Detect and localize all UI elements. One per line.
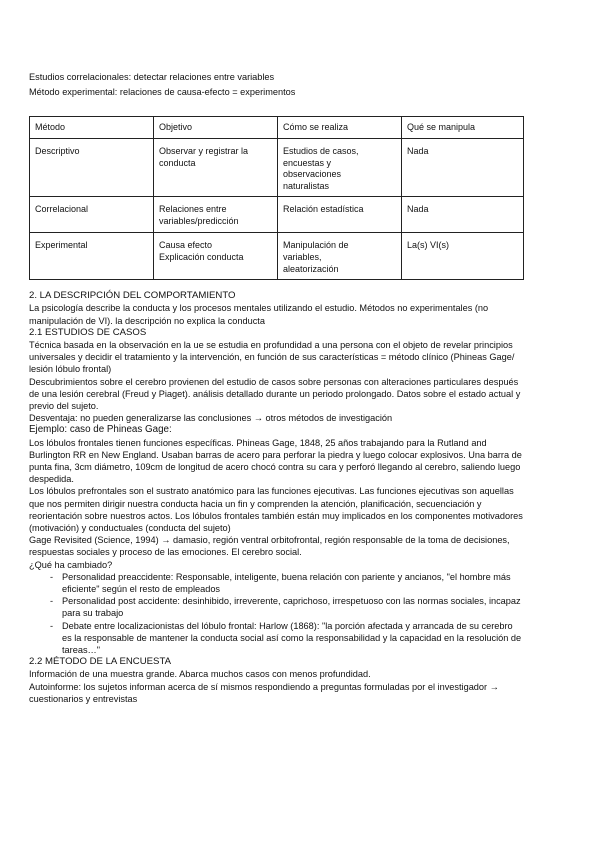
text-line: Gage Revisited (Science, 1994) → damasio, región ventral orbitofrontal, región responsable de la toma de decisiones, [29, 535, 510, 546]
section-2-2-heading: 2.2 MÉTODO DE LA ENCUESTA [29, 656, 171, 668]
cell-line: encuestas y [283, 157, 332, 168]
text-line: Descubrimientos sobre el cerebro provienen del estudio de casos sobre personas con alteraciones particulares después [29, 376, 519, 387]
cell-line: Estudios de casos, [283, 146, 359, 156]
header-metodo: Método [30, 117, 154, 139]
text-line: Burlington RR en New England. Usaban barras de acero para perforar la piedra y luego colocar explosivos. Una barra de [29, 449, 522, 460]
cell-metodo: Correlacional [30, 197, 154, 233]
cell-line: Observar y registrar la [159, 146, 249, 156]
header-objetivo: Objetivo [154, 117, 278, 139]
text-line: manipulación de VI). la descripción no explica la conducta [29, 315, 265, 326]
dash-bullet: - [50, 596, 54, 607]
text-line: respuestas sociales y proceso de las emociones. El cerebro social. [29, 547, 302, 558]
text-line: Autoinforme: los sujetos informan acerca de sí mismos respondiendo a preguntas formuladas por el investigador → [29, 681, 499, 692]
cell-objetivo [154, 139, 278, 197]
text-line: Técnica basada en la observación en la ue se estudia en profundidad a una persona con el objeto de revelar principios [29, 339, 513, 350]
cell-line: Relaciones entre [159, 204, 227, 215]
cell-line: Causa efecto [159, 240, 213, 251]
cell-como [278, 197, 402, 233]
cell-line: aleatorización [283, 263, 339, 274]
intro-line-correlational: Estudios correlacionales: detectar relaciones entre variables [29, 72, 275, 82]
table-header-row [30, 117, 524, 139]
list-item [29, 571, 572, 595]
cell-como [278, 139, 402, 197]
list-item-line: Debate entre localizacionistas del lóbulo frontal: Harlow (1868): "la porción afectada y arrancada de su cerebro [62, 620, 513, 631]
text-line: universales y decidir el tratamiento y la intervención, en función de sus características = método clínico (Phineas Gage/ [29, 352, 515, 363]
list-item-line: eficiente" según el resto de empleados [62, 584, 221, 595]
cell-line: variables, [283, 251, 322, 262]
header-manipula: Qué se manipula [402, 117, 524, 139]
list-item [29, 620, 572, 657]
cell-objetivo [154, 197, 278, 233]
cell-line: naturalistas [283, 180, 330, 191]
changes-list [29, 571, 572, 656]
section-2-1-heading: 2.1 ESTUDIOS DE CASOS [29, 326, 147, 338]
text-line: que nos permiten dirigir nuestra conducta hacia un fin y comprenden la atención, planificación, secuenciación y [29, 498, 482, 509]
text-line: (motivación) y conductuales (conducta del sujeto) [29, 523, 231, 534]
example-heading: Ejemplo: caso de Phineas Gage: [29, 424, 172, 436]
text-line: Desventaja: no pueden generalizarse las conclusiones → otros métodos de investigación [29, 413, 393, 424]
text-line: cuestionarios y entrevistas [29, 693, 138, 704]
text-line: punta fina, 3cm diámetro, 109cm de longitud de acero chocó contra su cara y perforó llegando al cerebro, saliendo luego [29, 462, 521, 472]
cell-line: conducta [159, 157, 196, 168]
header-como: Cómo se realiza [278, 117, 402, 139]
cell-line: variables/predicción [159, 215, 239, 226]
cell-manipula: Nada [402, 197, 524, 233]
cell-como [278, 233, 402, 280]
table-row [30, 197, 524, 233]
cell-line: Relación estadística [283, 204, 364, 215]
question-line: ¿Qué ha cambiado? [29, 559, 113, 570]
methods-table [29, 116, 524, 280]
text-line: lesión lóbulo frontal) [29, 364, 112, 375]
list-item-line: tareas…" [62, 645, 100, 656]
cell-objetivo [154, 233, 278, 280]
text-line: Los lóbulos prefrontales son el sustrato anatómico para las funciones ejecutivas. Las funciones ejecutivas son aquellas [29, 486, 514, 497]
text-line: de una lesión cerebral (Freud y Piaget). análisis detallado durante un periodo prolongado. Datos sobre el estado actual y [29, 388, 521, 399]
document-body [29, 290, 572, 705]
table-row [30, 139, 524, 197]
table-row [30, 233, 524, 280]
cell-line: Explicación conducta [159, 251, 244, 262]
text-line: Los lóbulos frontales tienen funciones específicas. Phineas Gage, 1848, 25 años trabajando para la Rutland and [29, 437, 487, 448]
cell-line: Manipulación de [283, 240, 349, 251]
intro [29, 70, 572, 99]
list-item-line: Personalidad preaccidente: Responsable, inteligente, buena relación con pariente y ancianos, "el hombre más [62, 571, 511, 582]
text-line: La psicología describe la conducta y los procesos mentales utilizando el estudio. Métodos no experimentales (no [29, 303, 489, 314]
cell-manipula: Nada [402, 139, 524, 197]
intro-line-experimental: Método experimental: relaciones de causa-efecto = experimentos [29, 86, 296, 97]
text-line: Información de una muestra grande. Abarca muchos casos con menos profundidad. [29, 669, 371, 680]
list-item-line: es la responsable de mantener la conducta social así como la responsabilidad y la capacidad en la resolución de [62, 632, 522, 643]
cell-manipula: La(s) VI(s) [402, 233, 524, 280]
section-2-heading: 2. LA DESCRIPCIÓN DEL COMPORTAMIENTO [29, 290, 236, 302]
dash-bullet: - [50, 620, 54, 631]
text-line: reorientación sobre nuestros actos. Los lóbulos frontales también están muy implicados en los componentes motivadores [29, 510, 523, 521]
list-item-line: para su trabajo [62, 608, 124, 619]
cell-metodo: Descriptivo [30, 139, 154, 197]
cell-metodo: Experimental [30, 233, 154, 280]
text-line: despedida. [29, 474, 74, 485]
list-item [29, 595, 572, 619]
dash-bullet: - [50, 571, 54, 582]
text-line: previo del sujeto. [29, 400, 99, 411]
cell-line: observaciones [283, 169, 342, 180]
list-item-line: Personalidad post accidente: desinhibido, irreverente, caprichoso, irrespetuoso con las normas sociales, incapaz [62, 596, 521, 607]
